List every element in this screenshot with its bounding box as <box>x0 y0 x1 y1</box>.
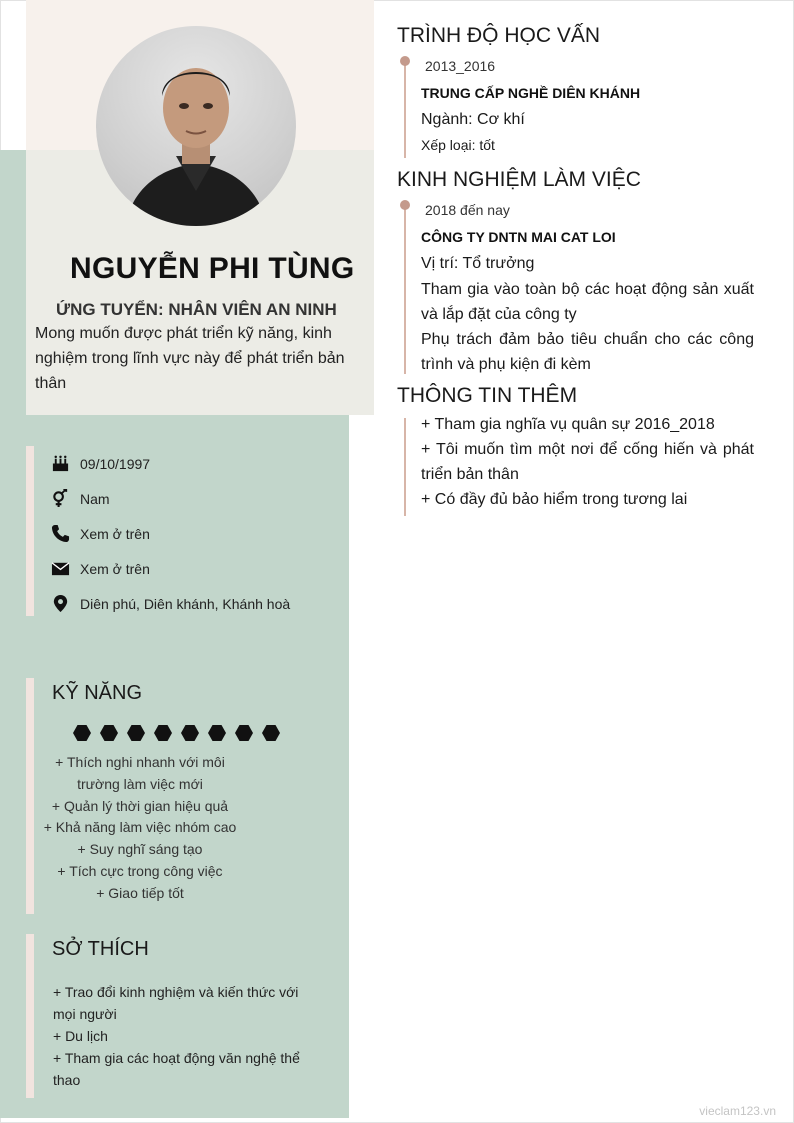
candidate-name: NGUYỄN PHI TÙNG <box>70 252 355 285</box>
hobbies-list <box>53 981 323 1091</box>
skill-item: + Tích cực trong công việc <box>57 862 223 879</box>
hobbies-title: SỞ THÍCH <box>52 938 149 960</box>
hobby-item: + Tham gia các hoạt động văn nghệ thể thao <box>53 1050 300 1088</box>
contact-list <box>50 446 290 621</box>
avatar <box>96 26 296 226</box>
education-title: TRÌNH ĐỘ HỌC VẤN <box>397 24 601 47</box>
additional-info-item: + Tham gia nghĩa vụ quân sự 2016_2018 <box>421 416 715 433</box>
skills-accent-bar <box>26 678 34 914</box>
education-period: 2013_2016 <box>425 58 496 74</box>
hobby-item: + Trao đổi kinh nghiệm và kiến thức với mọi người <box>53 984 299 1022</box>
skills-title: KỸ NĂNG <box>52 682 143 704</box>
company-name: CÔNG TY DNTN MAI CAT LOI <box>421 229 616 245</box>
address: Diên phú, Diên khánh, Khánh hoà <box>80 595 291 612</box>
hobbies-accent-bar <box>26 934 34 1098</box>
experience-period: 2018 đến nay <box>425 202 510 218</box>
contact-accent-bar <box>26 446 34 616</box>
contact-address <box>50 586 290 621</box>
job-duty: Tham gia vào toàn bộ các hoạt động sản xuất và lắp đặt của công ty <box>421 281 754 323</box>
skill-rating <box>73 724 289 742</box>
skill-item: + Khả năng làm việc nhóm cao <box>43 819 237 836</box>
location-pin-icon <box>50 594 70 614</box>
hexagon-icon <box>73 724 91 742</box>
hexagon-icon <box>262 724 280 742</box>
hexagon-icon <box>208 724 226 742</box>
hexagon-icon <box>127 724 145 742</box>
hexagon-icon <box>181 724 199 742</box>
career-objective: Mong muốn được phát triển kỹ năng, kinh nghiệm trong lĩnh vực này để phát triển bản thân <box>35 325 345 392</box>
experience-timeline <box>404 204 406 374</box>
birth-date: 09/10/1997 <box>80 455 151 472</box>
additional-info-title: THÔNG TIN THÊM <box>397 384 578 407</box>
job-position: Vị trí: Tổ trưởng <box>421 255 535 272</box>
skill-item: + Thích nghi nhanh với môi trường làm việc mới <box>55 754 225 792</box>
watermark: vieclam123.vn <box>699 1104 776 1118</box>
education-major: Ngành: Cơ khí <box>421 111 525 128</box>
hobby-item: + Du lịch <box>53 1028 108 1044</box>
hexagon-icon <box>154 724 172 742</box>
contact-gender <box>50 481 290 516</box>
contact-email <box>50 551 290 586</box>
gender-icon <box>50 489 70 509</box>
skill-item: + Suy nghĩ sáng tạo <box>77 841 203 858</box>
hexagon-icon <box>100 724 118 742</box>
additional-info-item: + Tôi muốn tìm một nơi để cống hiến và phát triển bản thân <box>421 441 754 483</box>
school-name: TRUNG CẤP NGHỀ DIÊN KHÁNH <box>421 85 641 101</box>
timeline-dot <box>400 200 410 210</box>
avatar-photo <box>96 26 296 226</box>
experience-title: KINH NGHIỆM LÀM VIỆC <box>397 168 641 191</box>
timeline-dot <box>400 56 410 66</box>
phone-number: Xem ở trên <box>80 525 150 542</box>
skills-list <box>35 752 245 905</box>
gender: Nam <box>80 490 110 507</box>
additional-info-item: + Có đầy đủ bảo hiểm trong tương lai <box>421 491 688 508</box>
skill-item: + Quản lý thời gian hiệu quả <box>51 797 229 814</box>
education-grade: Xếp loại: tốt <box>421 137 495 153</box>
additional-info-bar <box>404 418 406 516</box>
contact-phone <box>50 516 290 551</box>
email-address: Xem ở trên <box>80 560 150 577</box>
contact-birthday <box>50 446 290 481</box>
skill-item: + Giao tiếp tốt <box>96 884 184 901</box>
birthday-cake-icon <box>50 454 70 474</box>
phone-icon <box>50 524 70 544</box>
job-duty: Phụ trách đảm bảo tiêu chuẩn cho các công trình và phụ kiện đi kèm <box>421 331 754 373</box>
education-timeline <box>404 60 406 158</box>
applied-position: ỨNG TUYỂN: NHÂN VIÊN AN NINH <box>56 300 337 319</box>
hexagon-icon <box>235 724 253 742</box>
email-icon <box>50 559 70 579</box>
